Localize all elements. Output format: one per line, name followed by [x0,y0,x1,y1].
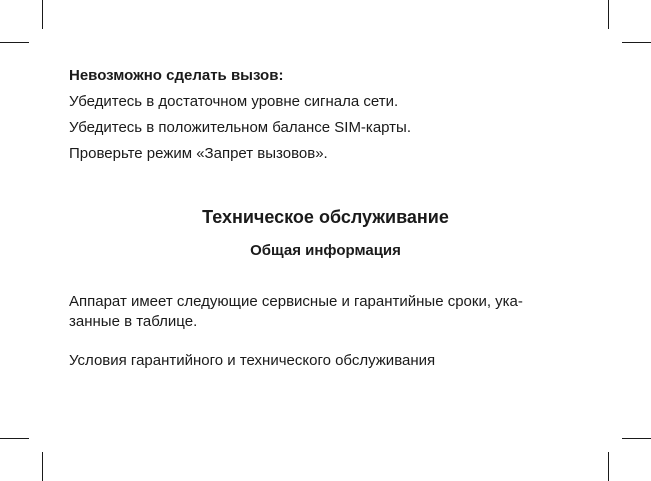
troubleshooting-line: Убедитесь в положительном балансе SIM-карты. [69,119,411,136]
crop-mark-bottom-left-horizontal [0,438,29,439]
crop-mark-bottom-right-horizontal [622,438,651,439]
service-terms-line-1: Аппарат имеет следующие сервисные и гарантийные сроки, ука- [69,293,523,310]
crop-mark-top-right-vertical [608,0,609,29]
troubleshooting-line: Убедитесь в достаточном уровне сигнала сети. [69,93,399,110]
troubleshooting-block [69,63,589,167]
service-terms-paragraph [69,292,589,332]
section-subtitle: Общая информация [250,242,401,259]
crop-mark-bottom-right-vertical [608,452,609,481]
crop-mark-top-right-horizontal [622,42,651,43]
troubleshooting-heading: Невозможно сделать вызов: [69,67,284,84]
section-title: Техническое обслуживание [202,207,449,227]
troubleshooting-line: Проверьте режим «Запрет вызовов». [69,145,328,162]
warranty-conditions-text: Условия гарантийного и технического обслуживания [69,352,436,369]
service-terms-line-2: занные в таблице. [69,313,198,330]
crop-mark-top-left-vertical [42,0,43,29]
crop-mark-bottom-left-vertical [42,452,43,481]
crop-mark-top-left-horizontal [0,42,29,43]
